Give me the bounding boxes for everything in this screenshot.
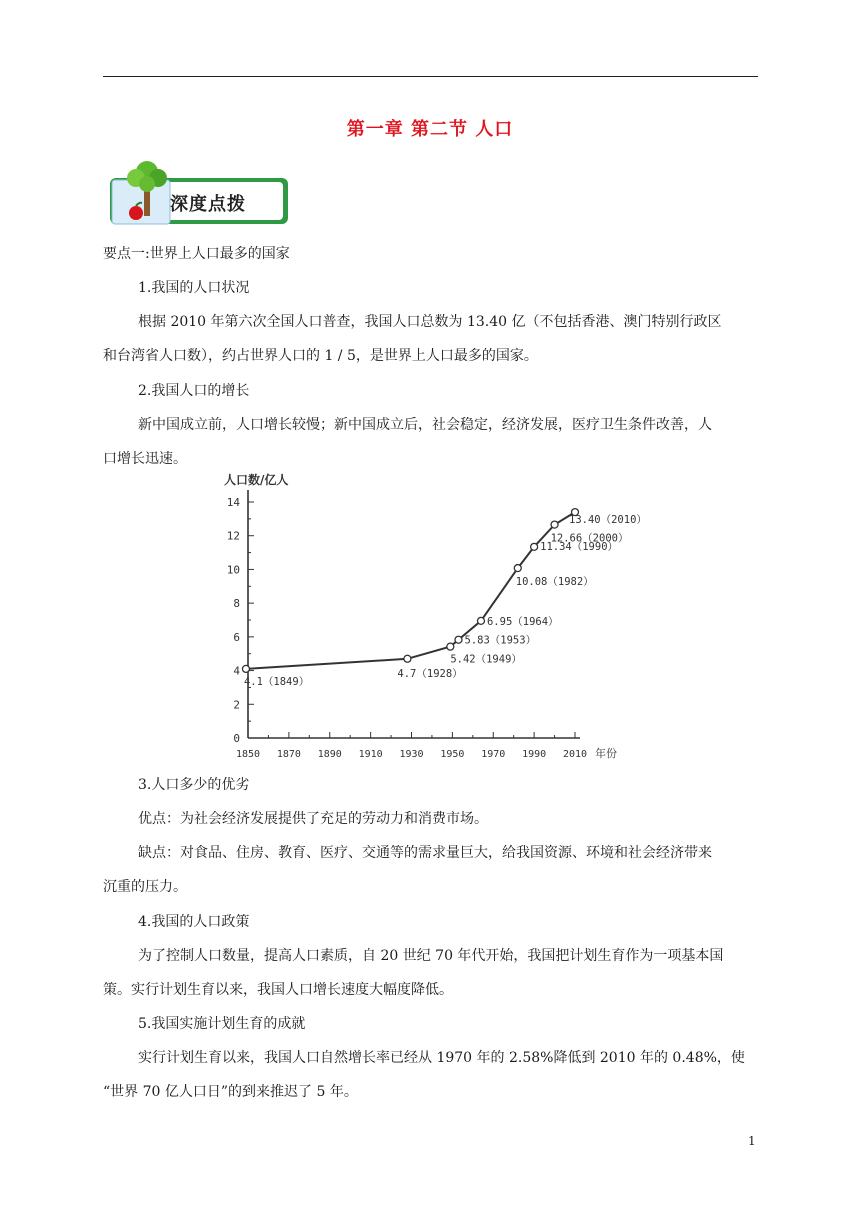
y-tick-label: 6 xyxy=(233,630,240,644)
section-heading: 要点一:世界上人口最多的国家 xyxy=(103,246,290,262)
data-label: 12.66（2000） xyxy=(550,532,629,545)
y-tick-label: 12 xyxy=(226,529,240,543)
data-point xyxy=(531,543,538,550)
paragraph-line: 缺点：对食品、住房、教育、医疗、交通等的需求量巨大，给我国资源、环境和社会经济带来 xyxy=(138,845,712,861)
data-point xyxy=(514,565,521,572)
y-tick-label: 2 xyxy=(233,698,240,712)
paragraph-line: 沉重的压力。 xyxy=(103,879,187,895)
data-point xyxy=(242,665,249,672)
data-point xyxy=(455,636,462,643)
data-label: 4.7（1928） xyxy=(397,667,463,680)
y-axis-title: 人口数/亿人 xyxy=(224,473,289,487)
x-tick-label: 2010 xyxy=(562,749,588,760)
paragraph-line: “世界 70 亿人口日”的到来推迟了 5 年。 xyxy=(103,1084,358,1100)
paragraph-line: 和台湾省人口数），约占世界人口的 1 / 5，是世界上人口最多的国家。 xyxy=(103,348,538,364)
item-heading: 5.我国实施计划生育的成就 xyxy=(138,1016,306,1032)
data-label: 13.40（2010） xyxy=(569,514,647,527)
paragraph-line: 实行计划生育以来，我国人口自然增长率已经从 1970 年的 2.58%降低到 2010 年的 0.48%，使 xyxy=(138,1050,745,1066)
data-label: 5.83（1953） xyxy=(464,634,537,647)
paragraph-line: 口增长迅速。 xyxy=(103,451,187,467)
data-label: 11.34（1990） xyxy=(540,540,619,553)
y-tick-label: 8 xyxy=(233,597,240,611)
item-heading: 1.我国的人口状况 xyxy=(138,280,250,296)
data-label: 4.1（1849） xyxy=(243,675,310,688)
item-heading: 3.人口多少的优劣 xyxy=(138,777,250,793)
x-tick-label: 1930 xyxy=(399,749,424,760)
paragraph-line: 新中国成立前，人口增长较慢；新中国成立后，社会稳定，经济发展，医疗卫生条件改善，人 xyxy=(138,417,712,433)
data-label: 5.42（1949） xyxy=(450,653,522,666)
x-tick-label: 1850 xyxy=(235,749,261,760)
data-point xyxy=(477,617,484,624)
paragraph-line: 为了控制人口数量，提高人口素质，自 20 世纪 70 年代开始，我国把计划生育作为一项基本国 xyxy=(138,948,724,964)
x-tick-label: 1950 xyxy=(440,749,465,760)
x-tick-label: 1870 xyxy=(276,749,301,760)
header-rule xyxy=(103,76,758,77)
data-point xyxy=(447,643,454,650)
page-title: 第一章 第二节 人口 xyxy=(346,119,514,140)
data-point xyxy=(551,521,558,528)
y-tick-label: 4 xyxy=(233,664,240,678)
y-tick-label: 10 xyxy=(226,563,240,577)
x-tick-label: 1970 xyxy=(481,749,506,760)
x-tick-label: 1910 xyxy=(358,749,383,760)
paragraph-line: 根据 2010 年第六次全国人口普查，我国人口总数为 13.40 亿（不包括香港、澳门特别行政区 xyxy=(138,314,722,330)
x-tick-label: 1890 xyxy=(317,749,342,760)
item-heading: 2.我国人口的增长 xyxy=(138,383,250,399)
data-label: 6.95（1964） xyxy=(486,615,559,628)
population-line-chart xyxy=(220,472,665,764)
data-label: 10.08（1982） xyxy=(515,576,594,589)
paragraph-line: 策。实行计划生育以来，我国人口增长速度大幅度降低。 xyxy=(103,982,453,998)
y-tick-label: 14 xyxy=(226,496,240,509)
paragraph-line: 优点：为社会经济发展提供了充足的劳动力和消费市场。 xyxy=(138,811,488,827)
data-point xyxy=(404,655,411,662)
badge-label: 深度点拨 xyxy=(170,194,246,215)
y-tick-label: 0 xyxy=(233,732,240,745)
page-number: 1 xyxy=(748,1134,756,1148)
item-heading: 4.我国的人口政策 xyxy=(138,914,250,930)
x-axis-title: 年份 xyxy=(595,747,617,760)
x-tick-label: 1990 xyxy=(522,749,547,760)
